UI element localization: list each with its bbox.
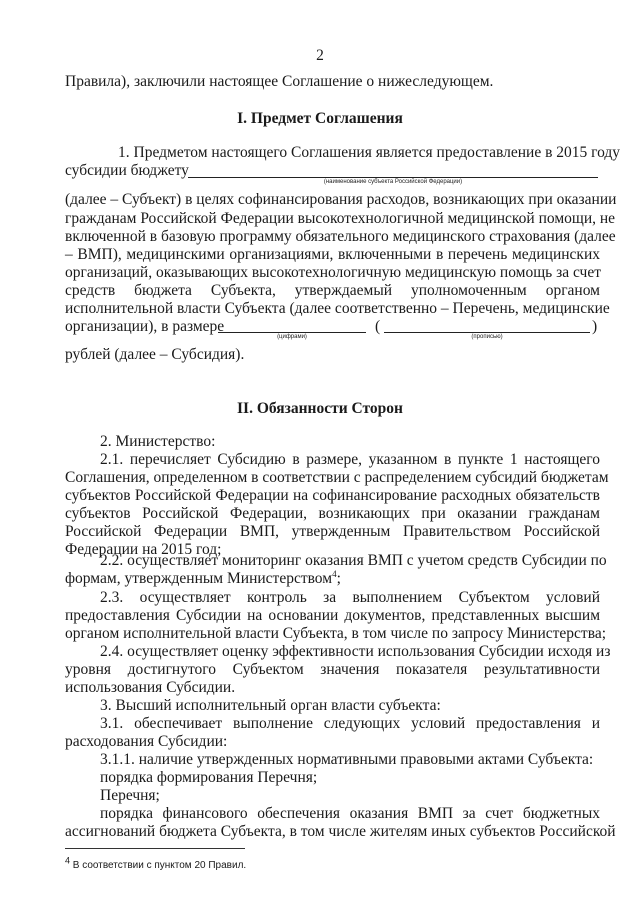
section-1-line: – ВМП), медицинскими организациями, включенными в перечень медицинских <box>65 246 600 263</box>
clause-2-4-line: уровня достигнутого Субъектом значения показателя результативности <box>65 661 600 678</box>
footnote-divider <box>65 848 245 849</box>
section-1-paragraph-1-line-2: субсидии бюджету <box>65 162 189 179</box>
list-item-order: порядка формирования Перечня; <box>100 769 318 786</box>
clause-2-3-line: предоставления Субсидии на основании документов, представленных высшим <box>65 607 600 624</box>
page-number: 2 <box>316 47 324 64</box>
section-1-paragraph-1-line-1: 1. Предметом настоящего Соглашения является предоставление в 2015 году <box>118 144 621 161</box>
clause-2-1-line: Российской Федерации ВМП, утвержденным Правительством Российской <box>65 523 600 540</box>
amount-digits-blank <box>218 332 366 333</box>
clause-2-1-line: субъектов Российской Федерации, возникающих при оказании гражданам <box>65 505 600 522</box>
section-1-line: организаций, оказывающих высокотехнологичную медицинскую помощь за счет <box>65 264 602 281</box>
financing-line: ассигнований бюджета Субъекта, в том числе жителям иных субъектов Российской <box>65 823 616 840</box>
clause-2-1-line: субъектов Российской Федерации на софинансирование расходных обязательств <box>65 487 600 504</box>
ministry-heading: 2. Министерство: <box>100 433 216 450</box>
clause-2-2-text: формам, утвержденным Министерством <box>65 570 333 587</box>
section-1-line: включенной в базовую программу обязательного медицинского страхования (далее <box>65 228 616 245</box>
section-1-line: гражданам Российской Федерации высокотехнологичной медицинской помощи, не <box>65 210 616 227</box>
subject-name-caption: (наименование субъекта Российской Федерации) <box>323 179 463 185</box>
rubles-line: рублей (далее – Субсидия). <box>65 346 245 363</box>
amount-close-paren: ) <box>592 318 598 335</box>
clause-2-3-line: 2.3. осуществляет контроль за выполнением Субъектом условий <box>100 589 600 606</box>
section-1-line: исполнительной власти Субъекта (далее соответственно – Перечень, медицинские <box>65 300 610 317</box>
clause-3-heading: 3. Высший исполнительный орган власти субъекта: <box>100 697 441 714</box>
footnote-reference[interactable]: 4 <box>332 568 337 579</box>
amount-open-paren: ( <box>375 318 381 335</box>
clause-2-4-line: использования Субсидии. <box>65 679 236 696</box>
section-2-heading: II. Обязанности Сторон <box>237 400 403 417</box>
clause-2-1-line: 2.1. перечисляет Субсидию в размере, указанном в пункте 1 настоящего <box>100 451 600 468</box>
footnote <box>65 855 247 872</box>
financing-line: порядка финансового обеспечения оказания ВМП за счет бюджетных <box>100 805 600 822</box>
clause-2-4-line: 2.4. осуществляет оценку эффективности использования Субсидии исходя из <box>100 643 611 660</box>
clause-3-1-line: расходования Субсидии: <box>65 733 228 750</box>
clause-2-1-line: Федерации на 2015 год; <box>65 541 222 558</box>
section-1-heading: I. Предмет Соглашения <box>237 110 403 127</box>
subject-name-blank <box>188 177 598 178</box>
clause-2-2-end: ; <box>336 570 341 587</box>
clause-2-2-line-2 <box>65 570 341 588</box>
footnote-text: В соответствии с пунктом 20 Правил. <box>70 860 247 871</box>
intro-line: Правила), заключили настоящее Соглашение о нижеследующем. <box>65 73 494 90</box>
clause-2-2-line: 2.2. осуществляет мониторинг оказания ВМП с учетом средств Субсидии по <box>100 552 607 569</box>
footnote-mark: 4 <box>65 855 71 866</box>
amount-label: организации), в размере <box>65 318 225 335</box>
clause-3-1-line: 3.1. обеспечивает выполнение следующих условий предоставления и <box>100 715 600 732</box>
amount-words-blank <box>384 332 590 333</box>
amount-digits-caption: (цифрами) <box>277 334 307 340</box>
list-item-list: Перечня; <box>100 787 160 804</box>
clause-2-1-line: Соглашения, определенном в соответствии с распределением субсидий бюджетам <box>65 469 609 486</box>
clause-3-1-1: 3.1.1. наличие утвержденных нормативными правовыми актами Субъекта: <box>100 751 594 768</box>
amount-words-caption: (прописью) <box>471 334 503 340</box>
section-1-line: средств бюджета Субъекта, утверждаемый уполномоченным органом <box>65 282 600 299</box>
clause-2-3-line: органом исполнительной власти Субъекта, в том числе по запросу Министерства; <box>65 625 607 642</box>
section-1-line: (далее – Субъект) в целях софинансирования расходов, возникающих при оказании <box>65 191 617 208</box>
